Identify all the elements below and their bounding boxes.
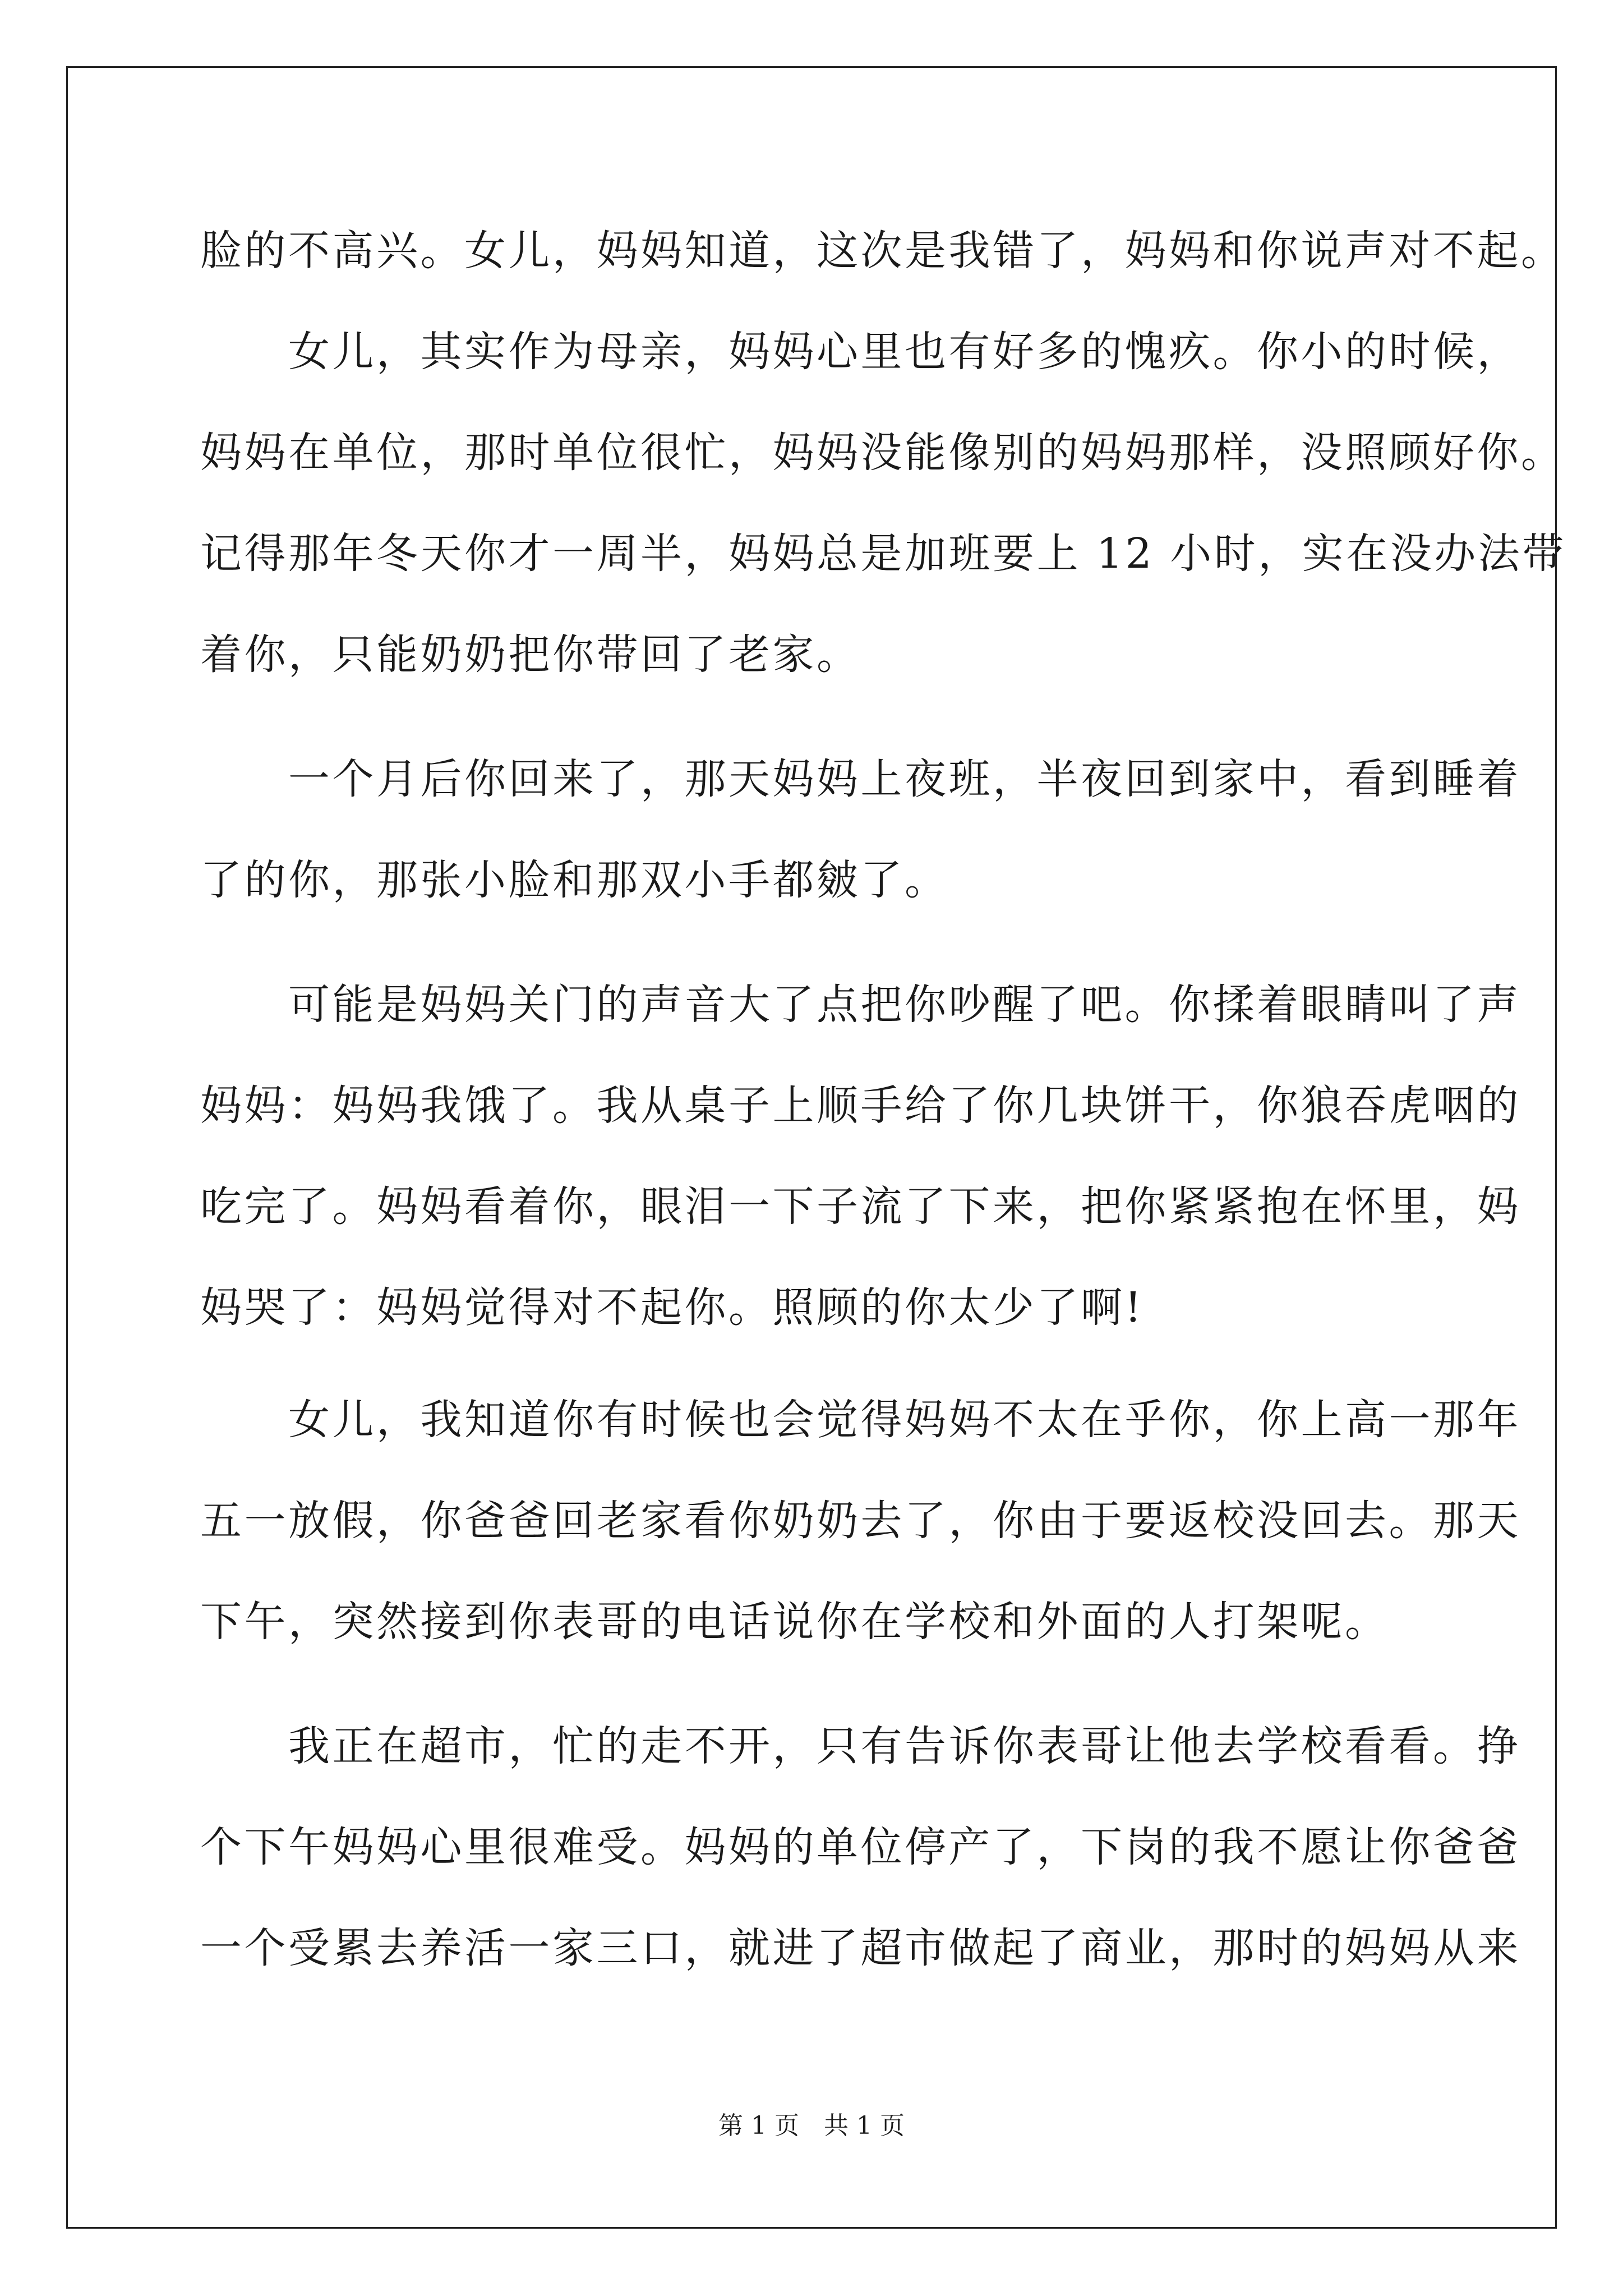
- text-line: 脸的不高兴。女儿，妈妈知道，这次是我错了，妈妈和你说声对不起。: [200, 227, 1565, 275]
- text-line: 记得那年冬天你才一周半，妈妈总是加班要上 12 小时，实在没办法带: [200, 530, 1566, 578]
- text-line: 妈妈：妈妈我饿了。我从桌子上顺手给了你几块饼干，你狼吞虎咽的: [200, 1082, 1521, 1130]
- text-line: 女儿，我知道你有时候也会觉得妈妈不太在乎你，你上高一那年: [200, 1396, 1521, 1444]
- page-border: [66, 66, 1557, 2229]
- text-line: 可能是妈妈关门的声音大了点把你吵醒了吧。你揉着眼睛叫了声: [200, 981, 1521, 1029]
- text-line: 妈妈在单位，那时单位很忙，妈妈没能像别的妈妈那样，没照顾好你。: [200, 429, 1565, 477]
- text-line: 一个月后你回来了，那天妈妈上夜班，半夜回到家中，看到睡着: [200, 755, 1521, 803]
- text-line: 一个受累去养活一家三口，就进了超市做起了商业，那时的妈妈从来: [200, 1924, 1521, 1972]
- text-line: 着你，只能奶奶把你带回了老家。: [200, 631, 861, 679]
- text-line: 妈哭了：妈妈觉得对不起你。照顾的你太少了啊!: [200, 1283, 1144, 1332]
- text-line: 我正在超市，忙的走不开，只有告诉你表哥让他去学校看看。挣: [200, 1722, 1521, 1770]
- text-line: 下午，突然接到你表哥的电话说你在学校和外面的人打架呢。: [200, 1598, 1389, 1646]
- text-line: 五一放假，你爸爸回老家看你奶奶去了，你由于要返校没回去。那天: [200, 1497, 1521, 1545]
- text-line: 了的你，那张小脸和那双小手都皴了。: [200, 856, 949, 904]
- text-line: 女儿，其实作为母亲，妈妈心里也有好多的愧疚。你小的时候，: [200, 328, 1521, 376]
- text-line: 吃完了。妈妈看着你，眼泪一下子流了下来，把你紧紧抱在怀里，妈: [200, 1182, 1521, 1231]
- page-number-footer: 第 1 页 共 1 页: [718, 2111, 905, 2140]
- text-line: 个下午妈妈心里很难受。妈妈的单位停产了，下岗的我不愿让你爸爸: [200, 1823, 1521, 1871]
